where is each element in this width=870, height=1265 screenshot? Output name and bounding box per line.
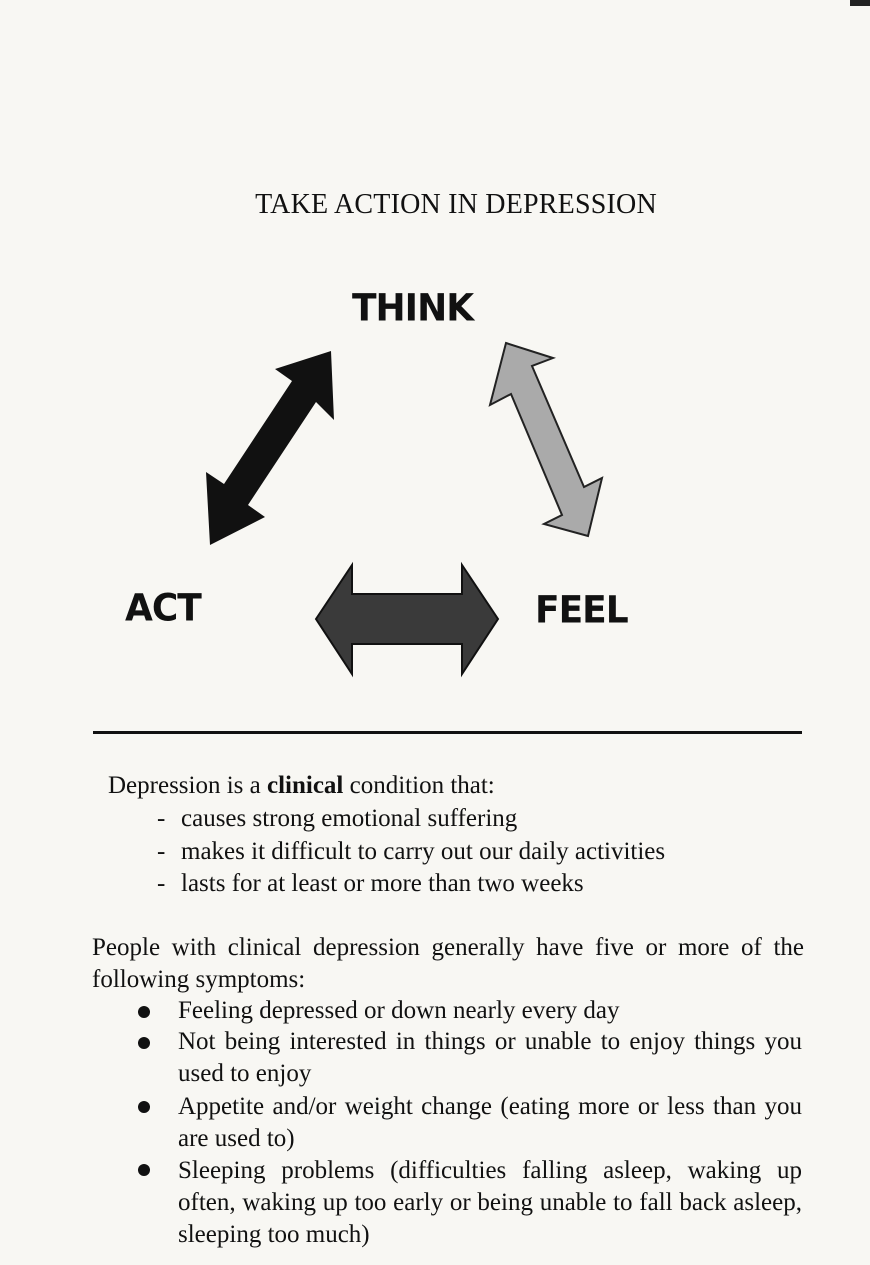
symptom-item: Feeling depressed or down nearly every day [178, 997, 620, 1024]
definition-item-text: lasts for at least or more than two weeks [181, 870, 584, 897]
definition-intro [108, 770, 495, 802]
diagram-label-act: ACT [125, 586, 201, 631]
bullet-icon [138, 1101, 150, 1113]
bullet-icon [138, 1006, 150, 1018]
definition-item [157, 868, 584, 900]
dash-marker: - [157, 838, 166, 865]
definition-intro-prefix: Depression is a [108, 772, 267, 799]
definition-item [157, 803, 517, 835]
arrow-think-feel [490, 343, 602, 536]
definition-intro-bold: clinical [267, 772, 344, 799]
dash-marker: - [157, 805, 166, 832]
symptoms-intro: People with clinical depression generally have five or more of the following symptoms: [92, 934, 804, 993]
definition-item-text: makes it difficult to carry out our daily activities [181, 838, 666, 865]
symptom-item: Appetite and/or weight change (eating more or less than you are used to) [178, 1093, 802, 1152]
arrow-act-feel [316, 565, 498, 674]
arrow-think-act [206, 351, 334, 545]
diagram-label-think: THINK [352, 286, 474, 331]
diagram-label-feel: FEEL [535, 588, 628, 633]
symptom-item: Sleeping problems (difficulties falling asleep, waking up often, waking up too early or being unable to fall back asleep, sleeping too much) [178, 1157, 802, 1248]
bullet-icon [138, 1164, 150, 1176]
symptom-item: Not being interested in things or unable to enjoy things you used to enjoy [178, 1028, 802, 1087]
page-title: TAKE ACTION IN DEPRESSION [255, 189, 657, 220]
definition-item-text: causes strong emotional suffering [181, 805, 518, 832]
bullet-icon [138, 1037, 150, 1049]
dash-marker: - [157, 870, 166, 897]
definition-item [157, 836, 665, 868]
definition-intro-suffix: condition that: [343, 772, 495, 799]
section-divider [93, 731, 802, 734]
